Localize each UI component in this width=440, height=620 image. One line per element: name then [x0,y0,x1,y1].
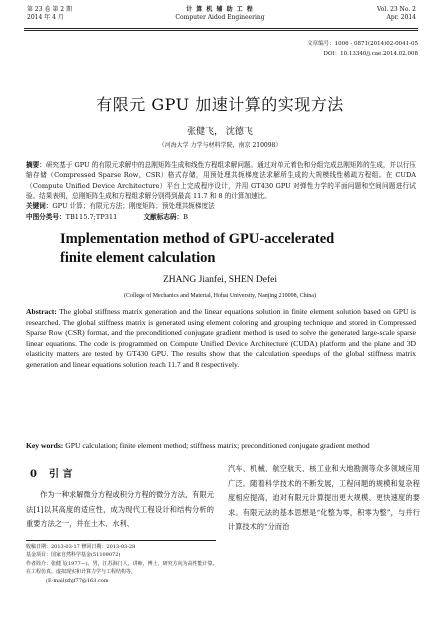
article-number: 文章编号：1006 - 0871(2014)02-0041-05 [307,41,418,47]
abstract-cn-text: 研究基于 GPU 的有限元求解中的总刚矩阵生成和线性方程组求解问题。通过对单元着色和分组完成总刚矩阵的生成，并以行压缩存储（Compressed Sparse Row，CSR）格式存储，用预处理共轭梯度法求解所生成的大规模线性稀疏方程组。在 CUDA（Compute Unified Device Architecture）平台上完成程序设计，并用 GT430 GPU 对弹性力学的平面问题和空间问题进行试验。结果表明，总刚矩阵生成和方程组求解分别得到最高 11.7 和 8 的计算加速比。 [26,161,416,201]
keywords-en [26,441,416,452]
footnote-received: 收稿日期：2013-03-17 修回日期：2013-03-28 [26,544,136,550]
journal-name-en: Computer Aided Engineering [175,14,265,21]
body-column-left [26,488,214,532]
title-en [60,230,380,268]
title-cn: 有限元 GPU 加速计算的实现方法 [96,95,344,114]
classification-value: TB115.7;TP311 [65,213,118,221]
header-vol-en: Vol. 23 No. 2 [376,6,416,13]
header-date: 2014 年 4 月 [27,14,64,21]
header-rule [24,28,418,29]
header-right [377,6,416,22]
footnote-rule [26,540,216,541]
title-en-line-2: finite element calculation [60,250,216,266]
journal-name-cn: 计 算 机 辅 助 工 程 [186,6,254,13]
abstract-en [26,307,416,370]
header-date-en: Apr. 2014 [386,14,416,21]
body-left-text: 作为一种求解微分方程或积分方程的微分方法，有限元法[1]以其高度的适应性，成为现代工程设计和结构分析的重要方法之一，并在土木、水利、 [26,490,214,528]
footnotes [26,543,220,585]
classification-label: 中图分类号： [26,213,66,221]
footnote-author: 作者简介：张健飞(1977—)，男，江苏海门人，讲师，博士，研究方向为高性能计算、在工程仿真、虚拟现实和计算力学与工程结构等， [26,560,218,576]
keywords-en-label: Key words: [26,441,64,450]
section-title: 引 言 [48,469,73,480]
doc-code-label: 文献标志码： [143,213,184,221]
keywords-cn-text: GPU 计算；有限元方法；刚度矩阵；预处理共轭梯度法 [52,202,215,210]
footnote-email: (E-mail)zhjf77@163.com [46,577,109,584]
abstract-en-label: Abstract: [26,307,57,316]
footnote-fund: 基金项目：国家自然科学基金(51109072) [26,552,121,559]
body-column-right [228,462,420,535]
classification-cn [26,212,416,222]
title-en-line-1: Implementation method of GPU-accelerated [60,231,335,247]
keywords-en-text: GPU calculation; finite element method; stiffness matrix; preconditioned conjugate gradient method [63,441,370,450]
abstract-cn [26,160,416,202]
header-volume: 第 23 卷 第 2 期 [27,6,72,13]
section-number: 0 [30,469,37,480]
keywords-cn-label: 关键词： [26,202,53,210]
abstract-en-text: The global stiffness matrix generation and the linear equations solution in finite element solution based on GPU is researched. The global stiffness matrix is generated using element coloring and grouping technique and stored in Compressed Sparse Row (CSR) format, and the preconditioned conjugate gradient method is used to solve the generated large-scale sparse linear equations. The code is programmed on Compute Unified Device Architecture (CUDA) platform and the plane and 3D elasticity matters are tested by GT430 GPU. The results show that the calculation speedups of the global stiffness matrix generation and linear equations solution reach 11.7 and 8 respectively. [26,307,416,369]
body-right-text: 汽车、机械、航空航天、核工业和大地勘测等众多领域应用广泛。随着科学技术的不断发展，工程问题的规模和复杂程度相应提高，迫对有限元计算提出更大规模、更快速度的要求。有限元法的基本思想是“化整为零，积零为整”，与并行计算技术的“分而治 [228,464,420,531]
affiliation-cn: （河海大学 力学与材料学院，南京 210098） [158,142,282,149]
authors-cn: 张健飞， 沈德飞 [187,127,253,137]
keywords-cn [26,201,416,211]
abstract-cn-label: 摘要： [26,161,46,169]
article-doi: DOI：10.13340/j.cae.2014.02.008 [323,51,418,57]
authors-en: ZHANG Jianfei, SHEN Defei [163,275,277,285]
section-heading [30,465,72,480]
affiliation-en: (College of Mechanics and Material, Hohai University, Nanjing 210098, China) [124,293,316,299]
header-center [0,6,440,22]
header-rule-thin [24,30,418,31]
doc-code-value: B [183,213,188,221]
